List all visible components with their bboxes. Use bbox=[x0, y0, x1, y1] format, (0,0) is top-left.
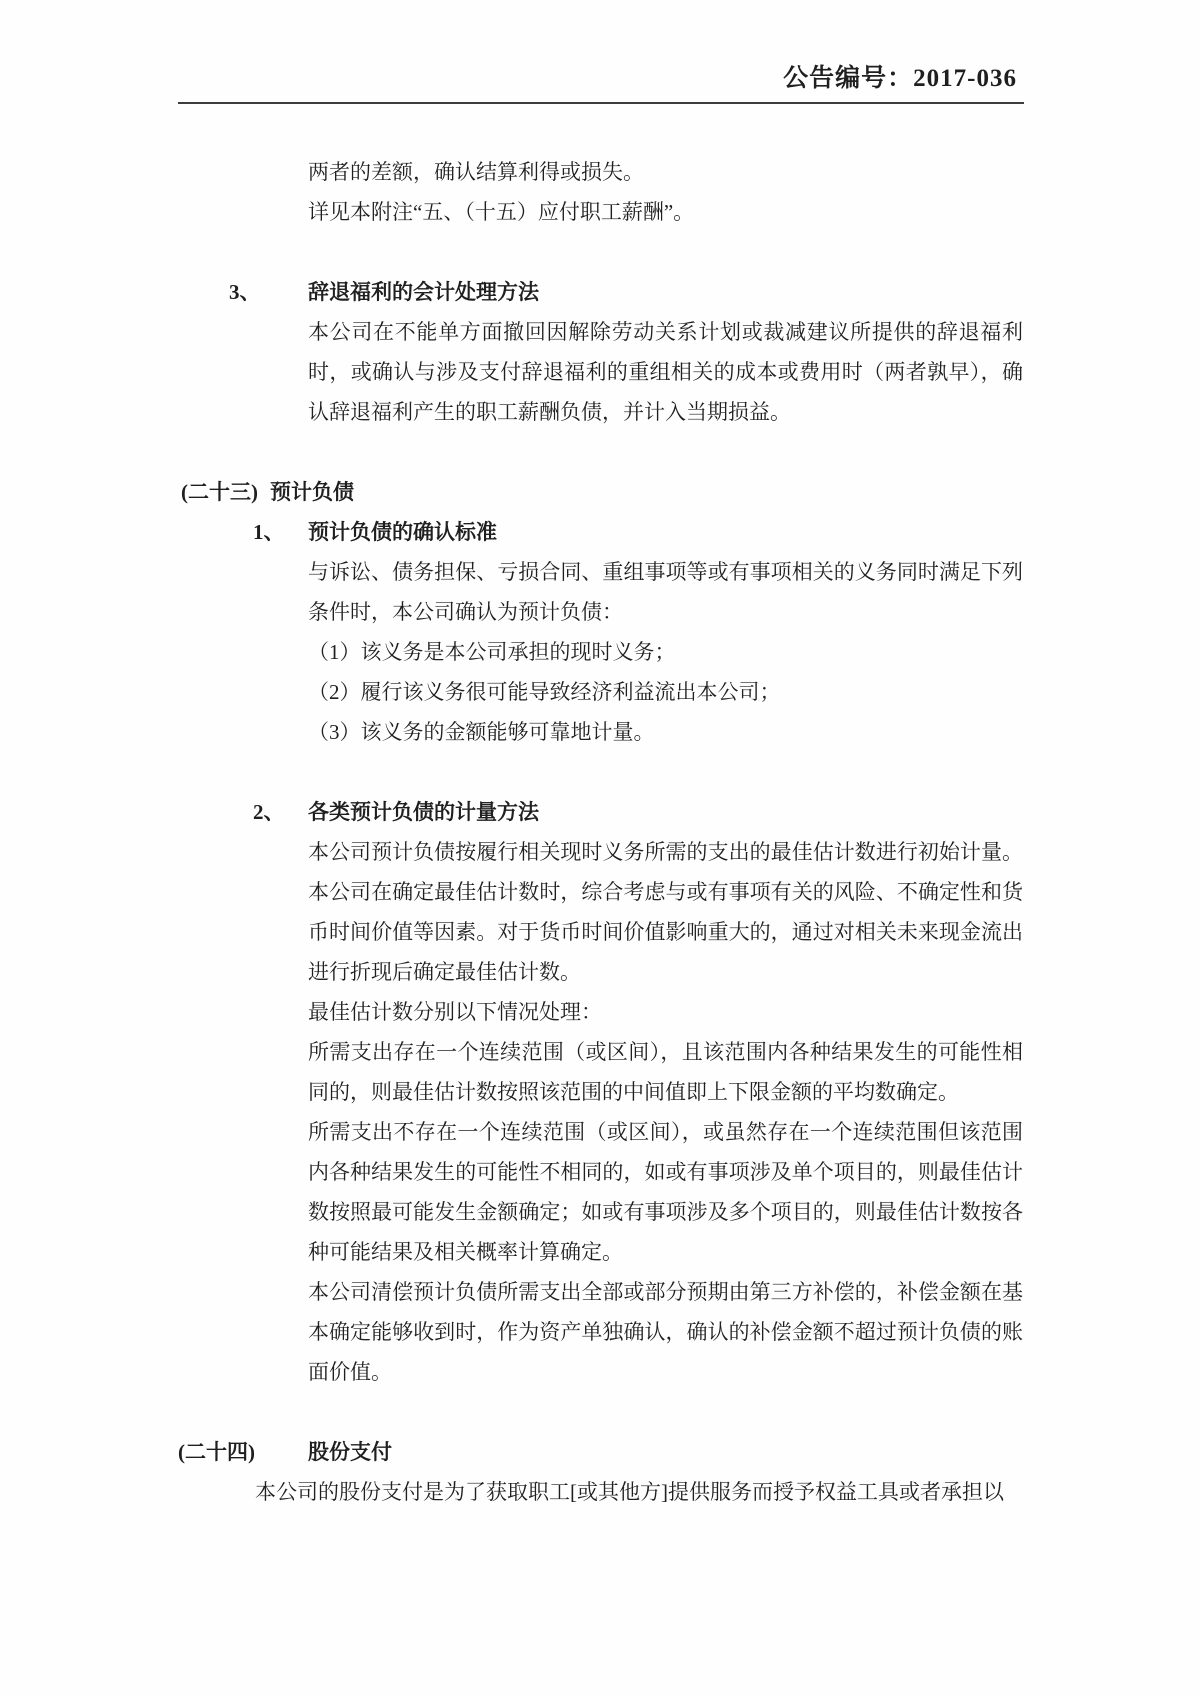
announcement-number: 公告编号：2017-036 bbox=[783, 65, 1017, 92]
text-line: 币时间价值等因素。对于货币时间价值影响重大的，通过对相关未来现金流出 bbox=[308, 920, 1023, 944]
text-line: 本公司清偿预计负债所需支出全部或部分预期由第三方补偿的，补偿金额在基 bbox=[308, 1280, 1023, 1304]
subsection-heading-2 bbox=[178, 792, 1024, 832]
subsection-heading-1 bbox=[178, 512, 1024, 552]
text-line: 与诉讼、债务担保、亏损合同、重组事项等或有事项相关的义务同时满足下列 bbox=[308, 560, 1023, 584]
text-line: 同的，则最佳估计数按照该范围的中间值即上下限金额的平均数确定。 bbox=[308, 1080, 959, 1104]
text-line: 条件时，本公司确认为预计负债： bbox=[308, 600, 623, 624]
section-heading-24 bbox=[178, 1432, 1024, 1472]
item-number: 1、 bbox=[253, 520, 285, 544]
text-line: 本公司的股份支付是为了获取职工[或其他方]提供服务而授予权益工具或者承担以 bbox=[255, 1480, 1004, 1504]
section-title: 预计负债 bbox=[270, 480, 354, 504]
text-line: 两者的差额，确认结算利得或损失。 bbox=[308, 160, 644, 184]
header-divider-line bbox=[178, 102, 1024, 104]
list-item: （2）履行该义务很可能导致经济利益流出本公司； bbox=[308, 680, 781, 704]
text-line: 认辞退福利产生的职工薪酬负债，并计入当期损益。 bbox=[308, 400, 791, 424]
item-number: 2、 bbox=[253, 800, 285, 824]
text-line: 所需支出存在一个连续范围（或区间），且该范围内各种结果发生的可能性相 bbox=[308, 1040, 1023, 1064]
item-title: 预计负债的确认标准 bbox=[308, 520, 497, 544]
text-line: 本公司在确定最佳估计数时，综合考虑与或有事项有关的风险、不确定性和货 bbox=[308, 880, 1023, 904]
section-title: 股份支付 bbox=[308, 1440, 392, 1464]
text-line: 本公司在不能单方面撤回因解除劳动关系计划或裁减建议所提供的辞退福利 bbox=[308, 320, 1023, 344]
section-heading-23 bbox=[178, 472, 1024, 512]
text-line: 数按照最可能发生金额确定；如或有事项涉及多个项目的，则最佳估计数按各 bbox=[308, 1200, 1023, 1224]
item-title: 各类预计负债的计量方法 bbox=[308, 800, 539, 824]
text-line: 时，或确认与涉及支付辞退福利的重组相关的成本或费用时（两者孰早），确 bbox=[308, 360, 1023, 384]
text-line: 面价值。 bbox=[308, 1360, 392, 1384]
document-body bbox=[178, 152, 1024, 1512]
text-line: 本确定能够收到时，作为资产单独确认，确认的补偿金额不超过预计负债的账 bbox=[308, 1320, 1023, 1344]
section-label: (二十四) bbox=[178, 1440, 255, 1464]
section-label: (二十三) bbox=[181, 480, 258, 504]
section-heading-3 bbox=[178, 272, 1024, 312]
text-line: 详见本附注“五、（十五）应付职工薪酬”。 bbox=[308, 200, 695, 224]
text-line: 所需支出不存在一个连续范围（或区间），或虽然存在一个连续范围但该范围 bbox=[308, 1120, 1023, 1144]
list-item: （3）该义务的金额能够可靠地计量。 bbox=[308, 720, 655, 744]
text-line: 本公司预计负债按履行相关现时义务所需的支出的最佳估计数进行初始计量。 bbox=[308, 840, 1023, 864]
text-line: 种可能结果及相关概率计算确定。 bbox=[308, 1240, 623, 1264]
text-line: 内各种结果发生的可能性不相同的，如或有事项涉及单个项目的，则最佳估计 bbox=[308, 1160, 1023, 1184]
item-number: 3、 bbox=[229, 280, 261, 304]
item-title: 辞退福利的会计处理方法 bbox=[308, 280, 539, 304]
text-line: 最佳估计数分别以下情况处理： bbox=[308, 1000, 602, 1024]
text-line: 进行折现后确定最佳估计数。 bbox=[308, 960, 581, 984]
list-item: （1）该义务是本公司承担的现时义务； bbox=[308, 640, 676, 664]
